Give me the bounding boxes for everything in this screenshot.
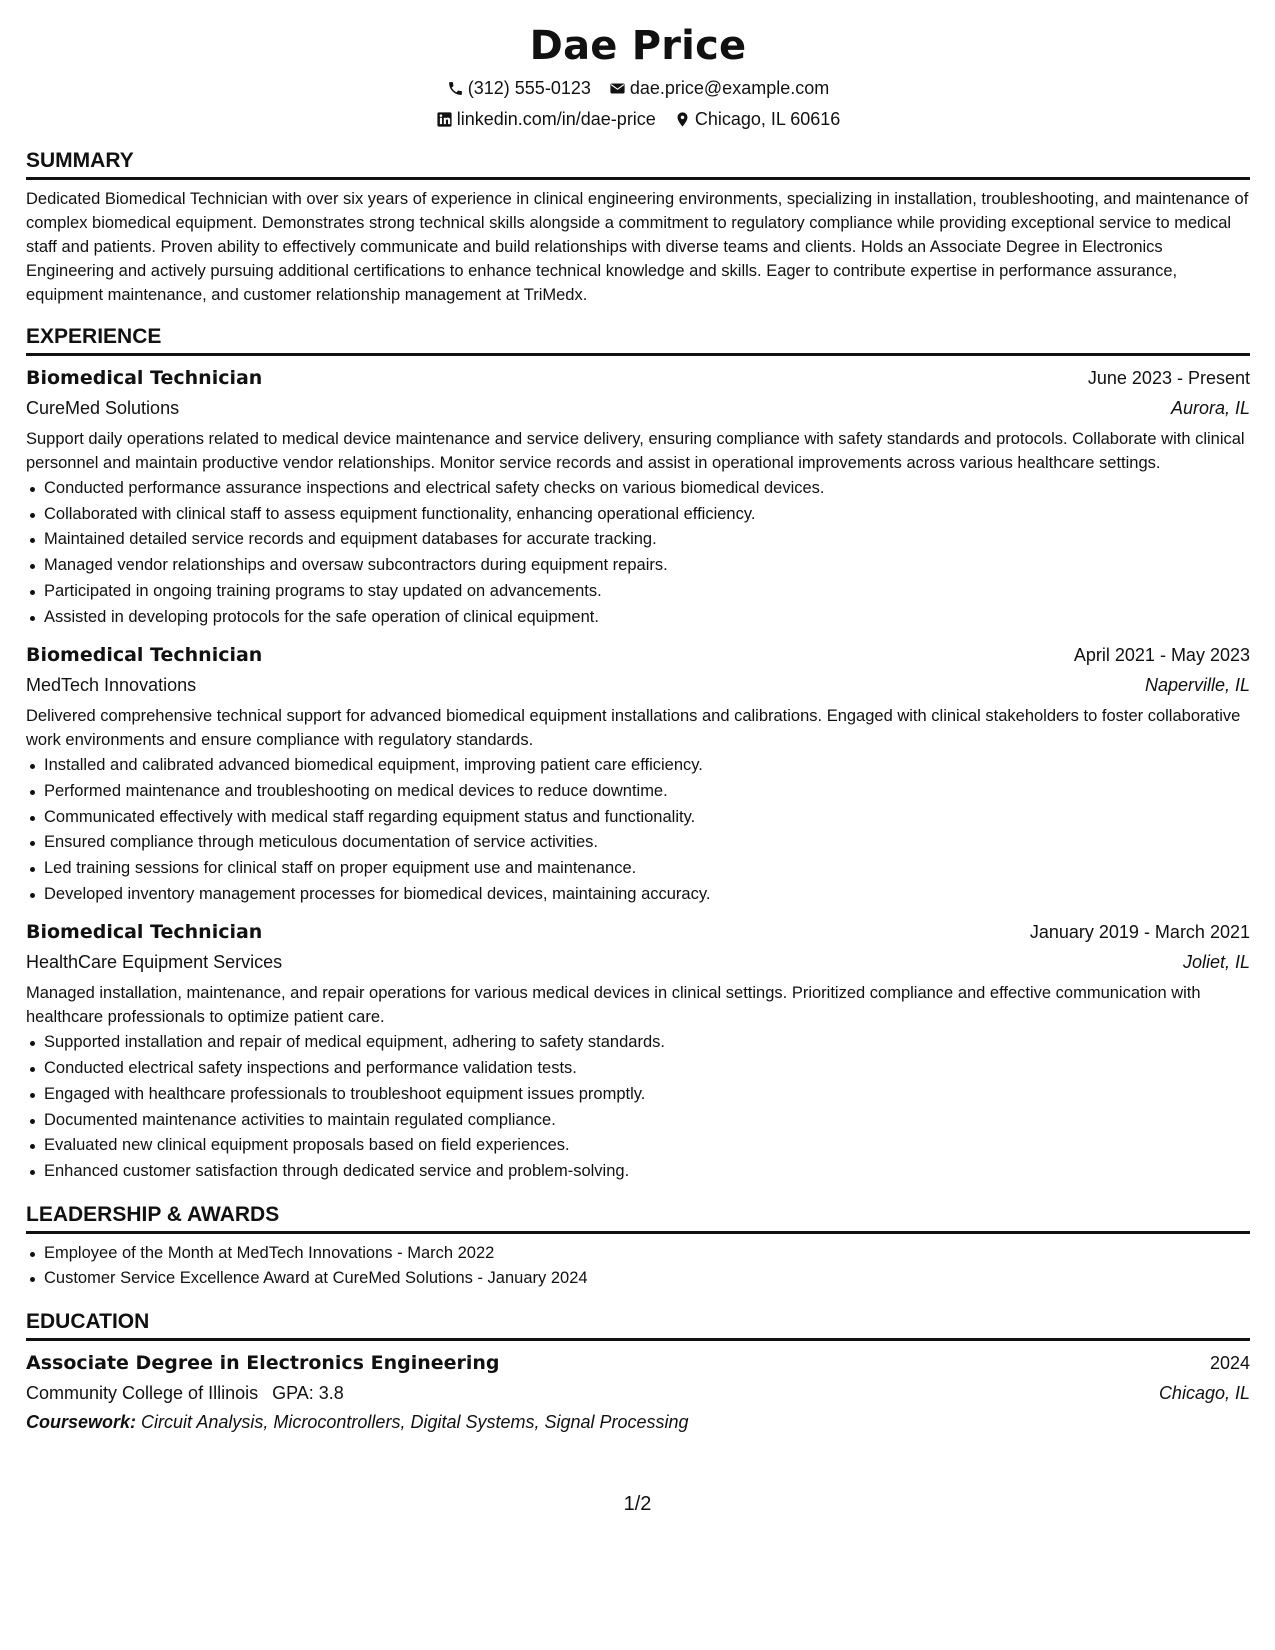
summary-text: Dedicated Biomedical Technician with over six years of experience in clinical engineering environments, specializing in installation, troubleshooting, and maintenance of complex biomedical equipment. Demonstrates strong technical skills alongside a commitment to regulatory compliance while providing exceptional service to medical staff and patients. Proven ability to effectively communicate and build relationships with diverse teams and clients. Holds an Associate Degree in Electronics Engineering and actively pursuing additional certifications to enhance technical knowledge and skills. Eager to contribute expertise in performance assurance, equipment maintenance, and customer relationship management at TriMedx. (26, 190, 1249, 304)
job-dates: January 2019 - March 2021 (1029, 922, 1250, 943)
section-title-awards: LEADERSHIP & AWARDS (26, 1203, 1250, 1234)
section-title-education: EDUCATION (26, 1310, 1250, 1341)
job-dates: April 2021 - May 2023 (1073, 645, 1250, 666)
job-bullets (26, 753, 1250, 907)
job-entry (26, 640, 1250, 907)
job-bullets (26, 1030, 1250, 1184)
awards-list (26, 1241, 1250, 1292)
linkedin-contact[interactable] (436, 107, 656, 131)
gpa: GPA: 3.8 (272, 1383, 344, 1404)
email-text[interactable]: dae.price@example.com (629, 78, 830, 98)
job-entry (26, 917, 1250, 1184)
job-description: Support daily operations related to medical device maintenance and service delivery, ensuring compliance with safety standards and protocols. Collaborate with clinical personnel and maintain productive vendor relationships. Monitor service records and assist in operational improvements across various healthcare settings. (26, 430, 1245, 472)
job-bullet: Engaged with healthcare professionals to troubleshoot equipment issues promptly. (26, 1082, 1250, 1108)
job-bullet: Ensured compliance through meticulous documentation of service activities. (26, 830, 1250, 856)
job-location: Aurora, IL (1170, 398, 1250, 418)
job-location: Naperville, IL (1144, 675, 1250, 696)
job-bullets (26, 476, 1250, 630)
job-company: CureMed Solutions (26, 398, 180, 418)
job-bullet: Installed and calibrated advanced biomedical equipment, improving patient care efficiency. (26, 753, 1250, 779)
page-number: 1/2 (623, 1493, 652, 1515)
job-bullet: Communicated effectively with medical staff regarding equipment status and functionality. (26, 805, 1250, 831)
award-item: Employee of the Month at MedTech Innovations - March 2022 (26, 1241, 1250, 1267)
phone-icon (447, 80, 464, 97)
job-bullet: Documented maintenance activities to maintain regulated compliance. (26, 1108, 1250, 1134)
job-bullet: Conducted electrical safety inspections and performance validation tests. (26, 1056, 1250, 1082)
job-bullet: Led training sessions for clinical staff on proper equipment use and maintenance. (26, 856, 1250, 882)
summary-section (26, 149, 1250, 307)
job-description: Delivered comprehensive technical support for advanced biomedical equipment installations and calibrations. Engaged with clinical stakeholders to foster collaborative work environments and ensure compliance with regulatory standards. (26, 707, 1241, 750)
job-bullet: Managed vendor relationships and oversaw subcontractors during equipment repairs. (26, 553, 1250, 579)
job-bullet: Evaluated new clinical equipment proposals based on field experiences. (26, 1133, 1250, 1159)
awards-section (26, 1203, 1250, 1292)
coursework (26, 1408, 1250, 1436)
job-bullet: Collaborated with clinical staff to assess equipment functionality, enhancing operational efficiency. (26, 502, 1250, 528)
job-bullet: Enhanced customer satisfaction through dedicated service and problem-solving. (26, 1159, 1250, 1185)
job-bullet: Maintained detailed service records and equipment databases for accurate tracking. (26, 527, 1250, 553)
job-title: Biomedical Technician (26, 367, 263, 389)
envelope-icon (609, 80, 626, 97)
map-pin-icon (674, 111, 691, 128)
job-bullet: Performed maintenance and troubleshooting on medical devices to reduce downtime. (26, 779, 1250, 805)
linkedin-icon (436, 111, 453, 128)
section-title-summary: SUMMARY (26, 149, 1250, 180)
job-bullet: Participated in ongoing training programs to stay updated on advancements. (26, 579, 1250, 605)
contact-line-1 (26, 76, 1250, 100)
linkedin-text[interactable]: linkedin.com/in/dae-price (456, 109, 656, 129)
job-description: Managed installation, maintenance, and repair operations for various medical devices in clinical settings. Prioritized compliance and effective communication with healthcare professionals to optimize patient care. (26, 984, 1201, 1027)
candidate-name: Dae Price (529, 23, 747, 69)
job-dates: June 2023 - Present (1087, 368, 1250, 388)
phone-text: (312) 555-0123 (467, 78, 591, 98)
school-info (26, 1378, 344, 1408)
coursework-label: Coursework: (26, 1412, 137, 1433)
job-bullet: Supported installation and repair of medical equipment, adhering to safety standards. (26, 1030, 1250, 1056)
degree-title: Associate Degree in Electronics Engineering (26, 1352, 500, 1375)
coursework-list: Circuit Analysis, Microcontrollers, Digital Systems, Signal Processing (141, 1412, 689, 1433)
award-item: Customer Service Excellence Award at CureMed Solutions - January 2024 (26, 1266, 1250, 1292)
job-company: MedTech Innovations (26, 675, 197, 696)
job-title: Biomedical Technician (26, 921, 263, 944)
contact-line-2 (26, 107, 1250, 131)
resume-header (26, 22, 1250, 131)
email-contact[interactable] (609, 76, 829, 100)
job-bullet: Assisted in developing protocols for the safe operation of clinical equipment. (26, 605, 1250, 631)
job-bullet: Developed inventory management processes for biomedical devices, maintaining accuracy. (26, 882, 1250, 908)
resume-page (26, 22, 1250, 1436)
phone-contact (447, 76, 591, 100)
school-location: Chicago, IL (1158, 1383, 1250, 1404)
experience-section (26, 325, 1250, 1185)
location-contact (674, 107, 840, 131)
job-title: Biomedical Technician (26, 644, 263, 667)
job-entry (26, 363, 1250, 630)
job-location: Joliet, IL (1182, 952, 1250, 973)
school-name: Community College of Illinois (26, 1383, 259, 1404)
location-text: Chicago, IL 60616 (694, 109, 841, 129)
degree-year: 2024 (1209, 1353, 1250, 1374)
section-title-experience: EXPERIENCE (26, 325, 1250, 356)
job-bullet: Conducted performance assurance inspections and electrical safety checks on various biomedical devices. (26, 476, 1250, 502)
job-company: HealthCare Equipment Services (26, 952, 283, 973)
education-section (26, 1310, 1250, 1436)
